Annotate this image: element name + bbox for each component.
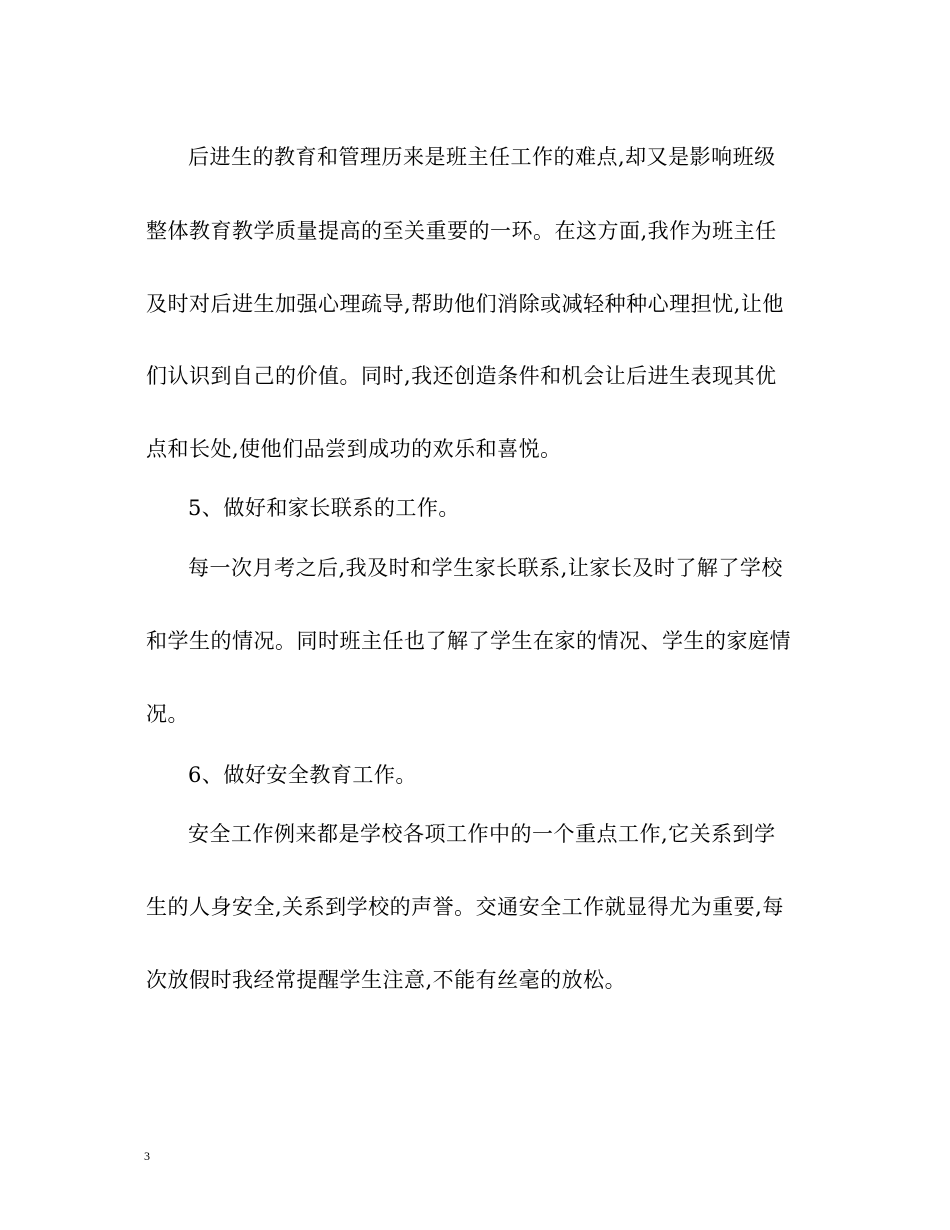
section-heading: 5、做好和家长联系的工作。 (188, 496, 460, 520)
paragraph-line: 次放假时我经常提醒学生注意,不能有丝毫的放松。 (146, 968, 627, 992)
paragraph-line: 生的人身安全,关系到学校的声誉。交通安全工作就显得尤为重要,每 (146, 895, 784, 919)
paragraph-line: 每一次月考之后,我及时和学生家长联系,让家长及时了解了学校 (188, 556, 783, 580)
paragraph-line: 和学生的情况。同时班主任也了解了学生在家的情况、学生的家庭情 (146, 629, 791, 653)
page-number: 3 (144, 1149, 150, 1163)
paragraph-line: 整体教育教学质量提高的至关重要的一环。在这方面,我作为班主任 (146, 219, 777, 243)
section-heading: 6、做好安全教育工作。 (188, 763, 417, 787)
paragraph-line: 况。 (146, 702, 189, 726)
paragraph-line: 后进生的教育和管理历来是班主任工作的难点,却又是影响班级 (188, 145, 776, 169)
paragraph-line: 们认识到自己的价值。同时,我还创造条件和机会让后进生表现其优 (146, 364, 777, 388)
paragraph-line: 安全工作例来都是学校各项工作中的一个重点工作,它关系到学 (188, 822, 776, 846)
paragraph-line: 点和长处,使他们品尝到成功的欢乐和喜悦。 (146, 437, 562, 461)
paragraph-line: 及时对后进生加强心理疏导,帮助他们消除或减轻种种心理担忧,让他 (146, 292, 784, 316)
